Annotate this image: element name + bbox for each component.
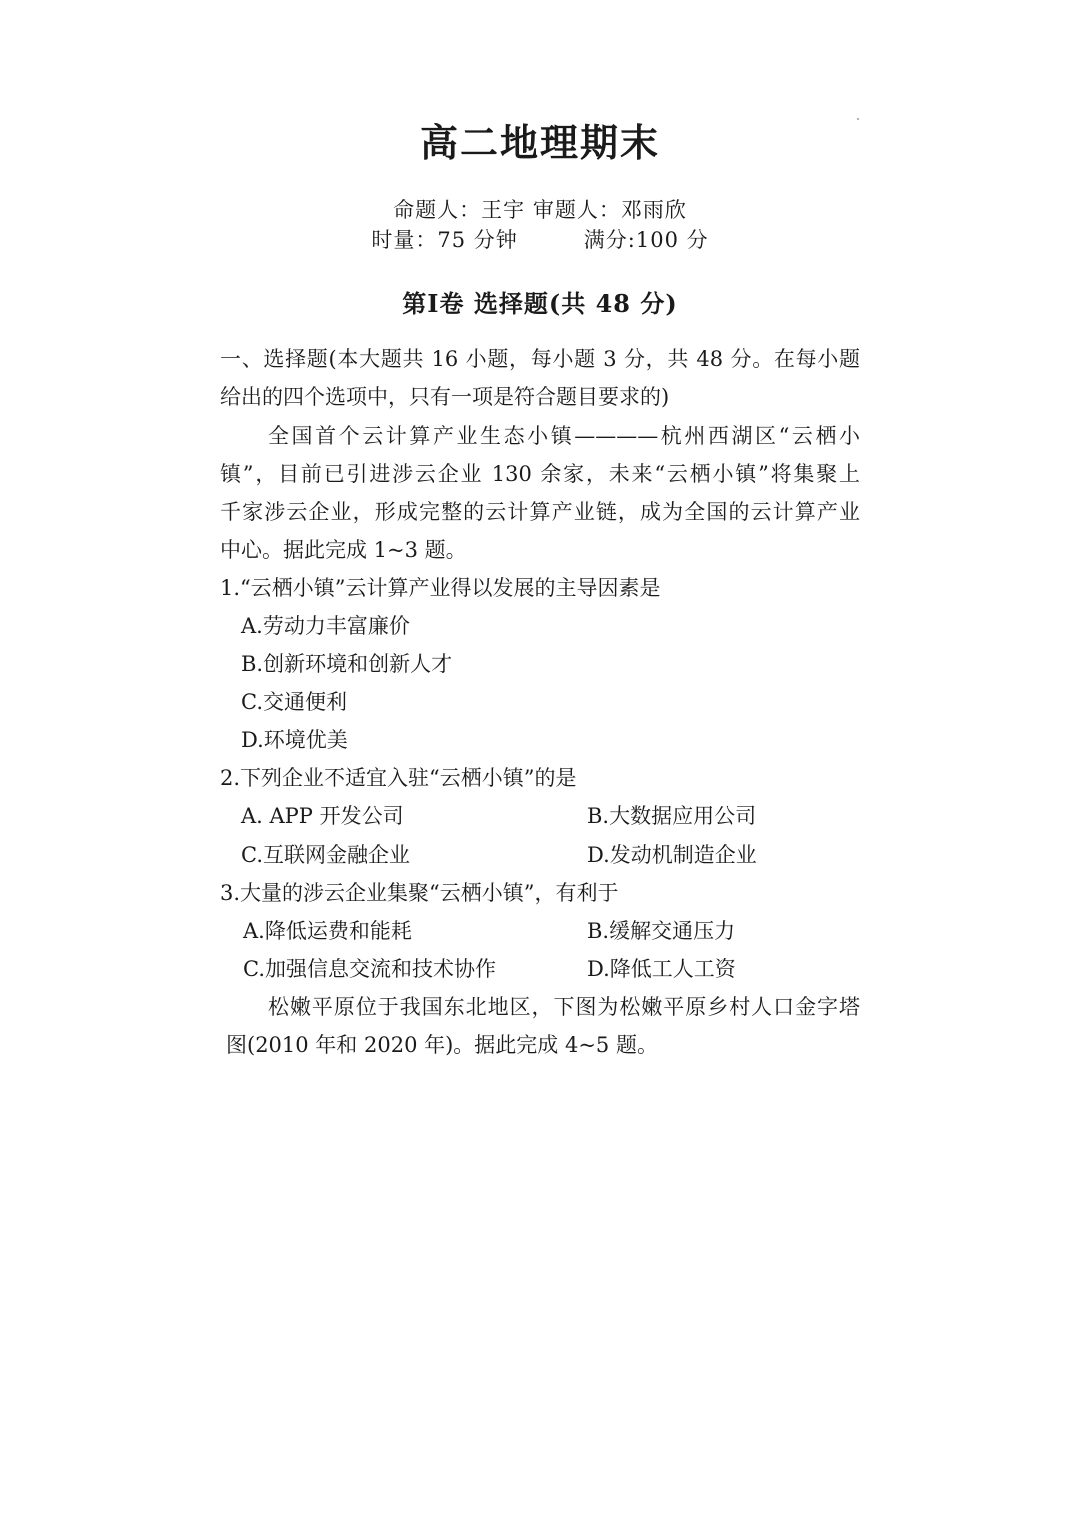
question-option: C.互联网金融企业: [241, 843, 410, 867]
question-option: C.交通便利: [241, 690, 347, 714]
question-option: D.环境优美: [241, 728, 348, 752]
question-option: A.降低运费和能耗: [243, 919, 412, 943]
instruction-line: 给出的四个选项中，只有一项是符合题目要求的): [220, 385, 670, 409]
question-option: C.加强信息交流和技术协作: [243, 957, 496, 981]
passage-line: 千家涉云企业，形成完整的云计算产业链，成为全国的云计算产业: [220, 500, 860, 524]
passage-line: 全国首个云计算产业生态小镇————杭州西湖区“云栖小: [268, 424, 860, 448]
question-option: B.创新环境和创新人才: [241, 652, 453, 676]
question-stem: 3.大量的涉云企业集聚“云栖小镇”，有利于: [220, 881, 619, 905]
passage-line: 中心。据此完成 1~3 题。: [220, 538, 467, 562]
exam-full-score: 满分:100 分: [583, 228, 709, 252]
exam-duration: 时量：75 分钟: [371, 228, 518, 252]
exam-title: 高二地理期末: [419, 121, 660, 165]
instruction-line: 一、选择题(本大题共 16 小题，每小题 3 分，共 48 分。在每小题: [220, 347, 860, 371]
exam-authors: 命题人：王宇 审题人：邓雨欣: [393, 198, 687, 222]
question-stem: 1.“云栖小镇”云计算产业得以发展的主导因素是: [220, 576, 661, 600]
passage-line: 图(2010 年和 2020 年)。据此完成 4~5 题。: [226, 1033, 658, 1057]
passage-line: 松嫩平原位于我国东北地区，下图为松嫩平原乡村人口金字塔: [268, 995, 860, 1019]
section-title: 第Ⅰ卷 选择题(共 48 分): [402, 289, 678, 318]
question-option: B.缓解交通压力: [587, 919, 736, 943]
question-stem: 2.下列企业不适宜入驻“云栖小镇”的是: [220, 766, 577, 790]
question-option: A. APP 开发公司: [241, 804, 404, 828]
exam-time-score: [0, 224, 1080, 254]
question-option: D.发动机制造企业: [587, 843, 757, 867]
passage-line: 镇”，目前已引进涉云企业 130 余家，未来“云栖小镇”将集聚上: [220, 462, 860, 486]
question-option: D.降低工人工资: [587, 957, 736, 981]
question-option: B.大数据应用公司: [587, 804, 757, 828]
question-option: A.劳动力丰富廉价: [241, 614, 410, 638]
